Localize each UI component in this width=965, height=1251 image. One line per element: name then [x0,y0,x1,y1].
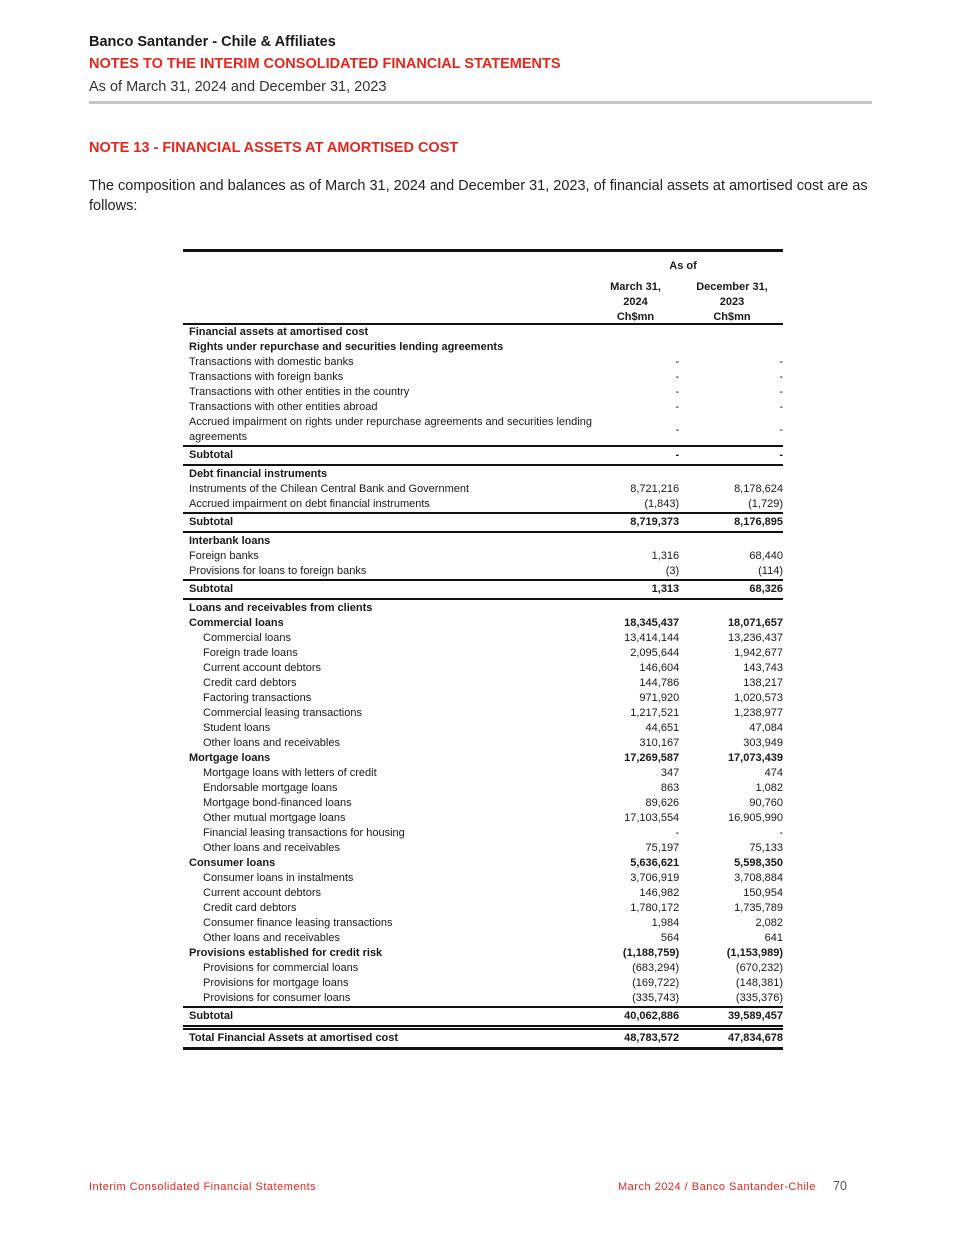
table-row-indented [183,826,783,841]
note-intro: The composition and balances as of March 31, 2024 and December 31, 2023, of financial assets at amortised cost are as follows: [89,178,868,214]
row-label: Rights under repurchase and securities lending agreements [189,341,504,353]
value-december-2023: - [779,401,783,413]
table-row-indented [183,796,783,811]
col1-line: March 31, [610,281,661,293]
row-label: Provisions for commercial loans [203,962,359,974]
value-december-2023: 1,735,789 [734,902,784,914]
value-december-2023: 47,084 [749,722,784,734]
value-march-2024: - [675,827,680,839]
row-label: Financial leasing transactions for housing [203,827,405,839]
as-of-label: As of [669,260,697,272]
value-december-2023: (670,232) [735,962,784,974]
document-title: NOTES TO THE INTERIM CONSOLIDATED FINANCIAL STATEMENTS [89,56,561,72]
table-row-indented [183,811,783,826]
subtotal-row [183,579,783,600]
col2-line: Ch$mn [713,311,751,323]
section-header-row [183,946,783,961]
row-label: Other loans and receivables [203,842,340,854]
company-name: Banco Santander - Chile & Affiliates [89,34,336,50]
row-label: Subtotal [189,516,233,528]
value-december-2023: 5,598,350 [734,857,783,869]
table-row-indented [183,646,783,661]
row-label: Mortgage loans with letters of credit [203,767,377,779]
value-december-2023: 18,071,657 [727,617,783,629]
value-march-2024: 1,984 [651,917,680,929]
value-march-2024: 144,786 [639,677,680,689]
row-label: Transactions with domestic banks [189,356,354,368]
value-december-2023: 75,133 [749,842,784,854]
table-row-indented [183,901,783,916]
value-march-2024: 89,626 [645,797,680,809]
row-label: Current account debtors [203,887,322,899]
row-label: Accrued impairment on debt financial instruments [189,498,430,510]
row-label: Student loans [203,722,271,734]
table-row [183,415,783,445]
row-label: Transactions with other entities in the country [189,386,410,398]
document-period: As of March 31, 2024 and December 31, 2023 [89,79,387,95]
row-label: Other mutual mortgage loans [203,812,346,824]
table-row [183,564,783,579]
table-row-indented [183,841,783,856]
value-march-2024: (169,722) [632,977,680,989]
subtotal-row [183,1006,783,1027]
column-header-december-2023 [683,280,781,325]
value-december-2023: (114) [758,565,783,577]
value-march-2024: - [675,449,680,461]
section-header-row [183,616,783,631]
value-march-2024: - [675,423,680,436]
table-row-indented [183,931,783,946]
table-row-indented [183,961,783,976]
value-december-2023: 17,073,439 [727,752,783,764]
value-march-2024: (335,743) [632,992,680,1004]
table-row [183,355,783,370]
section-header-row [183,856,783,871]
value-december-2023: - [779,449,783,461]
table-body [183,325,783,1050]
value-march-2024: 146,604 [639,662,680,674]
value-december-2023: - [779,386,783,398]
value-december-2023: 2,082 [755,917,784,929]
table-row-indented [183,661,783,676]
value-march-2024: 971,920 [639,692,680,704]
value-december-2023: 39,589,457 [727,1010,783,1022]
row-label: Endorsable mortgage loans [203,782,338,794]
value-march-2024: 564 [660,932,680,944]
value-december-2023: 1,942,677 [734,647,784,659]
row-label: Subtotal [189,1010,233,1022]
row-label: Interbank loans [189,535,271,547]
value-march-2024: 17,269,587 [624,752,680,764]
row-label: Transactions with foreign banks [189,371,344,383]
table-row [183,482,783,497]
value-march-2024: 1,780,172 [630,902,680,914]
header-divider [89,101,872,104]
section-header-row [183,601,783,616]
row-label: Foreign banks [189,550,259,562]
row-label: Loans and receivables from clients [189,602,373,614]
value-march-2024: 1,313 [651,583,680,595]
row-label: Credit card debtors [203,902,297,914]
value-march-2024: 13,414,144 [624,632,680,644]
value-december-2023: 8,178,624 [734,483,783,495]
row-label: Instruments of the Chilean Central Bank and Government [189,483,470,495]
page-number: 70 [833,1179,847,1193]
row-label: Factoring transactions [203,692,312,704]
value-december-2023: (148,381) [735,977,784,989]
value-december-2023: - [779,371,783,383]
row-label: Foreign trade loans [203,647,298,659]
table-row-indented [183,766,783,781]
section-header-row [183,751,783,766]
row-label: Current account debtors [203,662,322,674]
value-december-2023: 68,440 [749,550,783,562]
value-december-2023: (1,153,989) [726,947,783,959]
section-header-row [183,534,783,549]
value-march-2024: (1,188,759) [622,947,680,959]
table-row-indented [183,736,783,751]
section-header-row [183,340,783,355]
value-december-2023: (1,729) [748,498,783,510]
table-row [183,385,783,400]
value-march-2024: 3,706,919 [630,872,680,884]
value-december-2023: 1,020,573 [734,692,784,704]
table-header [183,252,783,325]
section-header-row [183,325,783,340]
section-header-row [183,467,783,482]
table-row-indented [183,781,783,796]
row-label: Mortgage bond-financed loans [203,797,352,809]
row-label: Provisions for mortgage loans [203,977,349,989]
value-march-2024: 40,062,886 [624,1010,680,1022]
value-december-2023: 1,082 [755,782,784,794]
value-december-2023: 68,326 [749,583,783,595]
row-label: Subtotal [189,583,233,595]
subtotal-row [183,445,783,466]
row-label: Consumer loans [189,857,276,869]
value-december-2023: 47,834,678 [727,1032,783,1044]
total-row [183,1028,783,1050]
value-march-2024: 75,197 [645,842,680,854]
row-label: Other loans and receivables [203,932,340,944]
row-label: Debt financial instruments [189,468,328,480]
table-row-indented [183,691,783,706]
value-march-2024: 347 [660,767,680,779]
subtotal-row [183,512,783,533]
row-label: Commercial loans [203,632,292,644]
table-row [183,497,783,512]
table-row-indented [183,631,783,646]
row-label: Commercial loans [189,617,284,629]
financial-assets-table [183,249,783,1050]
row-label: Transactions with other entities abroad [189,401,378,413]
value-march-2024: (683,294) [632,962,680,974]
value-december-2023: (335,376) [735,992,784,1004]
table-row [183,549,783,564]
note-title: NOTE 13 - FINANCIAL ASSETS AT AMORTISED COST [89,140,459,156]
row-label: Credit card debtors [203,677,297,689]
value-march-2024: 8,719,373 [630,516,680,528]
value-march-2024: 48,783,572 [624,1032,680,1044]
table-row-indented [183,886,783,901]
value-march-2024: 2,095,644 [630,647,680,659]
value-december-2023: 474 [764,767,784,779]
value-march-2024: 863 [660,782,680,794]
table-row-indented [183,976,783,991]
footer-left: Interim Consolidated Financial Statements [89,1181,317,1193]
row-label: Provisions for loans to foreign banks [189,565,367,577]
value-march-2024: 8,721,216 [630,483,680,495]
value-december-2023: 13,236,437 [727,632,784,644]
row-label: Financial assets at amortised cost [189,326,369,338]
value-march-2024: - [675,356,680,368]
column-header-march-2024 [593,280,678,325]
value-march-2024: 5,636,621 [630,857,680,869]
value-december-2023: 641 [764,932,784,944]
col1-line: 2024 [623,296,648,308]
value-march-2024: (1,843) [644,498,680,510]
table-row [183,400,783,415]
value-december-2023: 1,238,977 [734,707,784,719]
table-row [183,370,783,385]
value-march-2024: 1,217,521 [630,707,680,719]
value-december-2023: 150,954 [743,887,784,899]
value-march-2024: 1,316 [651,550,680,562]
value-december-2023: 90,760 [749,797,784,809]
value-december-2023: - [779,423,783,436]
value-march-2024: - [675,401,680,413]
footer-right: March 2024 / Banco Santander-Chile [618,1181,816,1193]
value-march-2024: 146,982 [639,887,680,899]
row-label: Mortgage loans [189,752,271,764]
value-december-2023: 138,217 [743,677,784,689]
table-row-indented [183,706,783,721]
value-march-2024: (3) [665,565,680,577]
row-label: Subtotal [189,449,233,461]
col2-line: December 31, [696,281,768,293]
value-march-2024: 310,167 [639,737,680,749]
col1-line: Ch$mn [616,311,655,323]
value-december-2023: 8,176,895 [734,516,783,528]
table-row-indented [183,871,783,886]
value-march-2024: - [675,371,680,383]
value-march-2024: 18,345,437 [624,617,680,629]
value-december-2023: 3,708,884 [734,872,784,884]
table-row-indented [183,991,783,1006]
row-label: Consumer loans in instalments [203,872,354,884]
row-label: Accrued impairment on rights under repurchase agreements and securities lending agreements [189,416,592,443]
value-december-2023: - [779,827,784,839]
value-december-2023: 303,949 [743,737,784,749]
col2-line: 2023 [719,296,745,308]
table-row-indented [183,676,783,691]
value-december-2023: - [779,356,783,368]
value-march-2024: 17,103,554 [624,812,680,824]
row-label: Provisions established for credit risk [189,947,383,959]
row-label: Other loans and receivables [203,737,340,749]
row-label: Total Financial Assets at amortised cost [189,1032,399,1044]
value-december-2023: 143,743 [743,662,784,674]
value-march-2024: - [675,386,680,398]
value-december-2023: 16,905,990 [727,812,784,824]
row-label: Commercial leasing transactions [203,707,362,719]
value-march-2024: 44,651 [645,722,680,734]
row-label: Provisions for consumer loans [203,992,351,1004]
table-row-indented [183,916,783,931]
table-row-indented [183,721,783,736]
row-label: Consumer finance leasing transactions [203,917,393,929]
